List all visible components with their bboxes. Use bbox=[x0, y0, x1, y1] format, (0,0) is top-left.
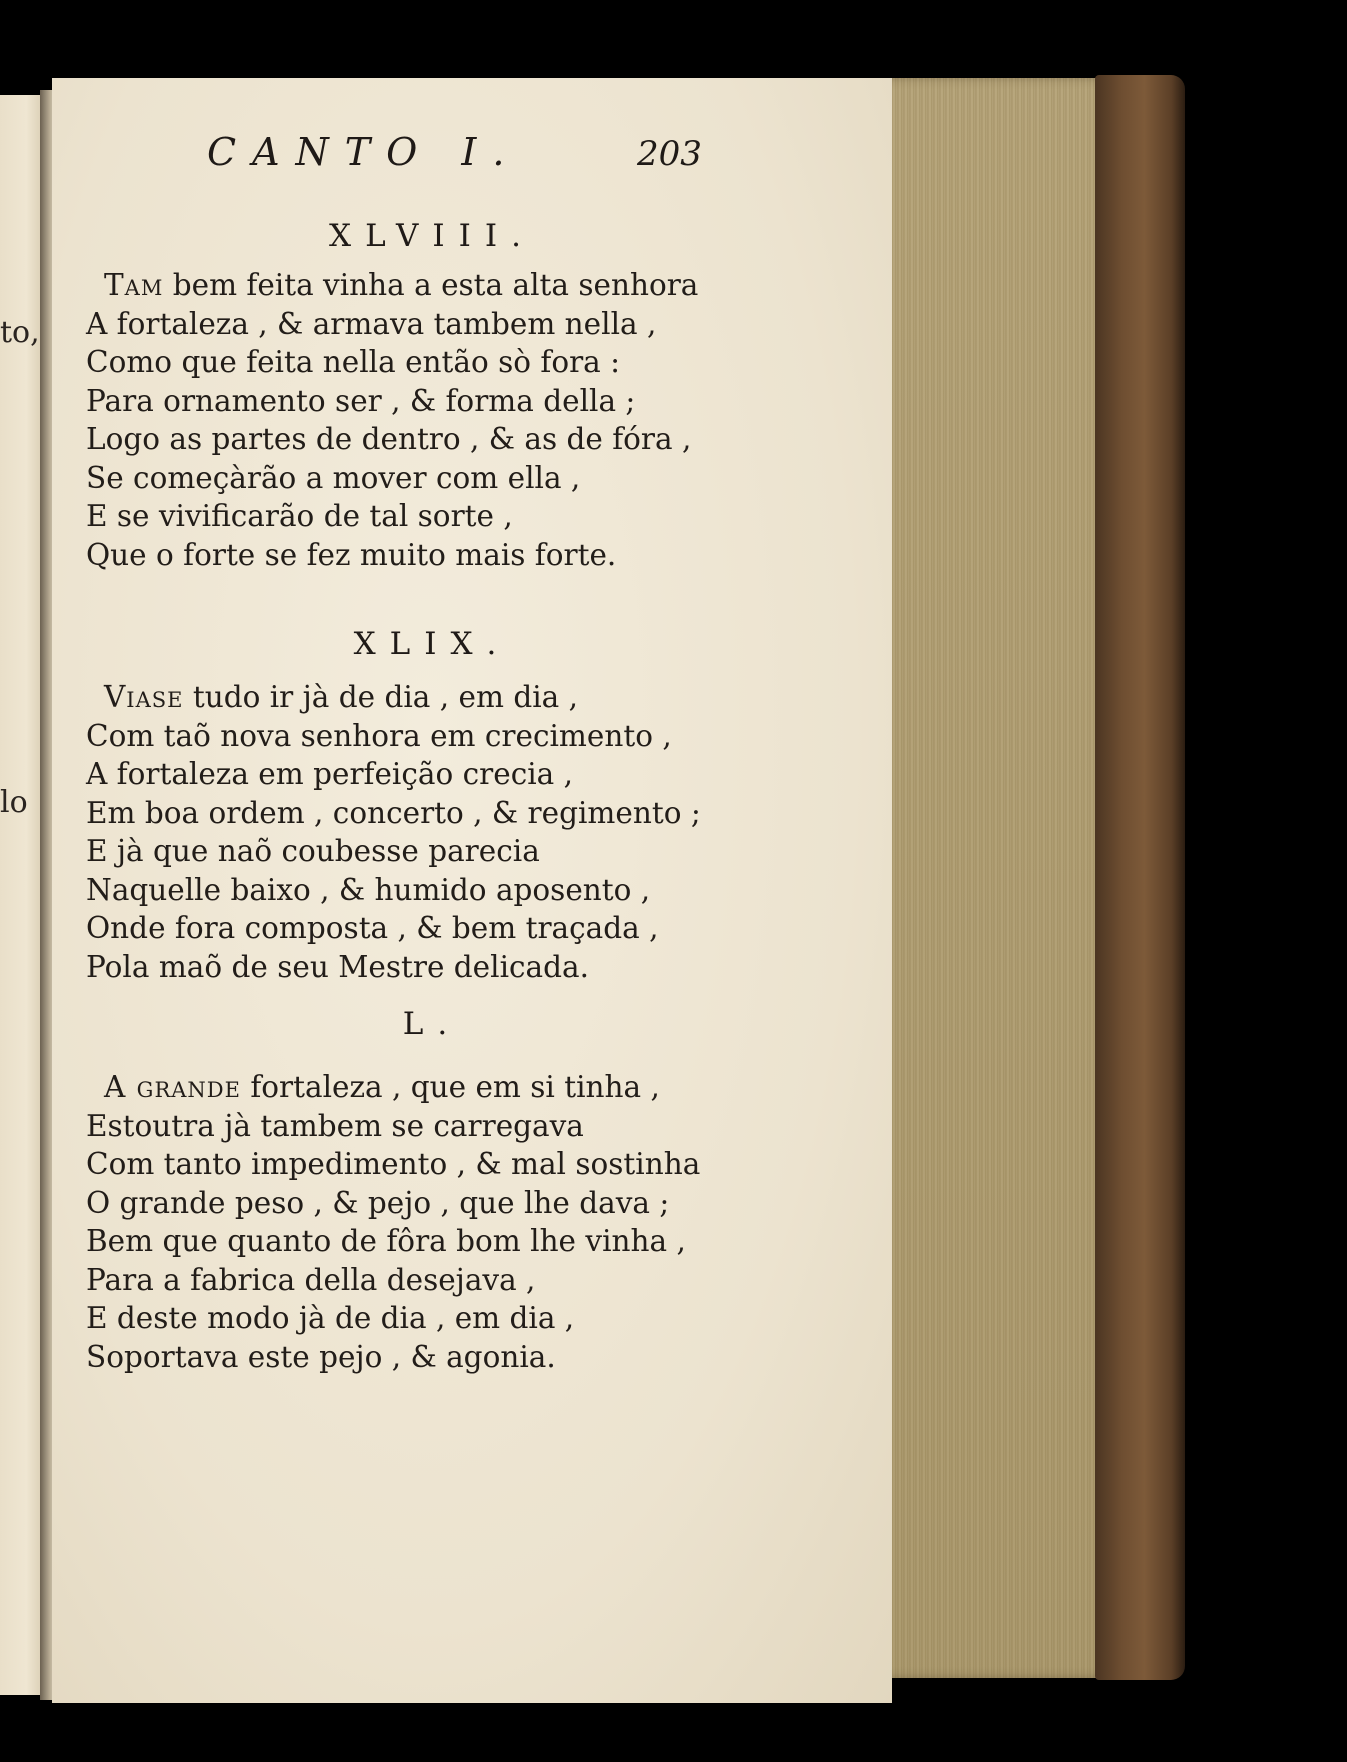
verse-line: Como que feita nella então sò fora : bbox=[86, 345, 621, 379]
book-page bbox=[52, 78, 892, 1703]
stanza-numeral: XLIX. bbox=[353, 626, 511, 662]
verse-line: Em boa ordem , concerto , & regimento ; bbox=[86, 795, 701, 830]
verse-line: O grande peso , & pejo , que lhe dava ; bbox=[86, 1185, 670, 1220]
page-number: 203 bbox=[637, 134, 702, 174]
verse-line: Que o forte se fez muito mais forte. bbox=[86, 537, 617, 572]
left-page-fragment: lo bbox=[0, 785, 28, 820]
verse-line: Com tanto impedimento , & mal sostinha bbox=[86, 1147, 701, 1181]
verse-line: Para ornamento ser , & forma della ; bbox=[86, 383, 636, 418]
stanza-numeral: XLVIII. bbox=[329, 218, 535, 254]
running-head bbox=[207, 130, 747, 190]
verse-line: E jà que naõ coubesse parecia bbox=[86, 834, 540, 868]
stanza-body bbox=[86, 266, 698, 574]
canto-title: CANTO I. bbox=[207, 130, 521, 174]
verse-line: Tam bem feita vinha a esta alta senhora bbox=[104, 268, 699, 302]
verse-line: A grande fortaleza , que em si tinha , bbox=[104, 1070, 660, 1104]
verse-line: E deste modo jà de dia , em dia , bbox=[86, 1301, 575, 1335]
verse-line: A fortaleza , & armava tambem nella , bbox=[86, 306, 657, 341]
stanza-lead-word: Viase bbox=[104, 680, 184, 714]
stanza-lead-word: A grande bbox=[104, 1070, 241, 1104]
verse-line: Pola maõ de seu Mestre delicada. bbox=[86, 949, 589, 984]
verse-line: Onde fora composta , & bem traçada , bbox=[86, 911, 659, 945]
verse-line: Com taõ nova senhora em crecimento , bbox=[86, 718, 672, 753]
left-page-fragment: to, bbox=[0, 315, 40, 350]
verse-line: Se começàrão a mover com ella , bbox=[86, 460, 581, 495]
verse-line: Estoutra jà tambem se carregava bbox=[86, 1108, 584, 1143]
verse-line: A fortaleza em perfeição crecia , bbox=[86, 757, 573, 791]
verse-line: Soportava este pejo , & agonia. bbox=[86, 1339, 556, 1374]
verse-line: Viase tudo ir jà de dia , em dia , bbox=[104, 680, 578, 714]
verse-line: E se vivificarão de tal sorte , bbox=[86, 499, 513, 533]
stanza-body bbox=[86, 1068, 700, 1376]
left-facing-page bbox=[0, 95, 44, 1695]
verse-line: Logo as partes de dentro , & as de fóra , bbox=[86, 422, 692, 456]
verse-line: Para a fabrica della desejava , bbox=[86, 1262, 536, 1297]
leather-cover-edge bbox=[1095, 75, 1185, 1680]
stanza-lead-word: Tam bbox=[104, 268, 164, 302]
verse-line: Bem que quanto de fôra bom lhe vinha , bbox=[86, 1224, 686, 1258]
page-fore-edge bbox=[872, 78, 1107, 1678]
stanza-body bbox=[86, 678, 701, 986]
stanza-numeral: L. bbox=[402, 1006, 462, 1042]
verse-line: Naquelle baixo , & humido aposento , bbox=[86, 872, 651, 907]
